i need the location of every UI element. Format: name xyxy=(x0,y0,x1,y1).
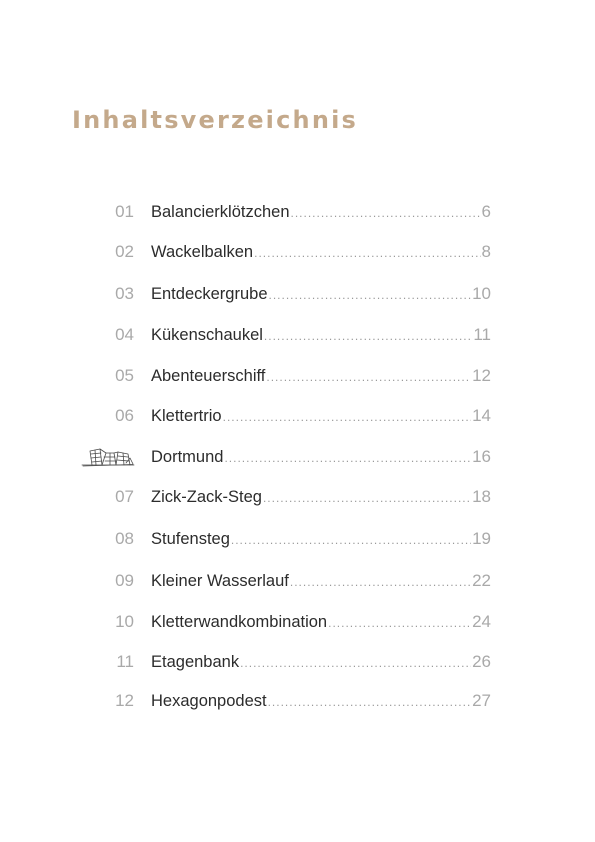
toc-entry[interactable] xyxy=(0,609,595,635)
toc-entry-number: 02 xyxy=(115,242,134,261)
toc-dot-leader xyxy=(231,527,471,553)
toc-entry-page: 24 xyxy=(472,612,491,631)
toc-entry[interactable] xyxy=(0,526,595,552)
toc-entry-number: 08 xyxy=(115,529,134,548)
toc-dot-leader xyxy=(223,404,471,430)
toc-entry-label: Hexagonpodest xyxy=(151,692,267,710)
toc-entry[interactable] xyxy=(0,568,595,594)
toc-entry-label: Etagenbank xyxy=(151,653,240,671)
toc-entry-label: Stufensteg xyxy=(151,530,230,548)
toc-entry-number: 04 xyxy=(115,325,134,344)
toc-entry-label: Balancierklötzchen xyxy=(151,203,290,221)
toc-dot-leader xyxy=(264,323,472,349)
climbing-frame-sketch-icon xyxy=(80,445,136,471)
toc-entry-number: 10 xyxy=(115,612,134,631)
toc-entry[interactable] xyxy=(0,444,595,470)
toc-entry-label: Kükenschaukel xyxy=(151,326,263,344)
toc-entry-label: Klettertrio xyxy=(151,407,222,425)
toc-dot-leader xyxy=(269,282,472,308)
toc-dot-leader xyxy=(263,485,471,511)
toc-entry-page: 8 xyxy=(481,242,491,261)
toc-entry[interactable] xyxy=(0,403,595,429)
page-title: Inhaltsverzeichnis xyxy=(72,106,359,134)
toc-entry-page: 12 xyxy=(472,366,491,385)
toc-entry-label: Abenteuerschiff xyxy=(151,367,266,385)
toc-entry-label: Kleiner Wasserlauf xyxy=(151,572,289,590)
toc-entry-label: Entdeckergrube xyxy=(151,285,268,303)
toc-entry-number: 05 xyxy=(115,366,134,385)
toc-entry-label: Dortmund xyxy=(151,448,224,466)
toc-entry-page: 14 xyxy=(472,406,491,425)
toc-entry-number: 07 xyxy=(115,487,134,506)
toc-entry-label: Kletterwandkombination xyxy=(151,613,328,631)
toc-entry[interactable] xyxy=(0,281,595,307)
toc-entry-label: Zick-Zack-Steg xyxy=(151,488,262,506)
toc-entry[interactable] xyxy=(0,649,595,675)
toc-dot-leader xyxy=(240,650,471,676)
toc-entry-number: 09 xyxy=(115,571,134,590)
toc-entry-page: 26 xyxy=(472,652,491,671)
toc-entry-page: 6 xyxy=(481,202,491,221)
toc-dot-leader xyxy=(268,689,471,715)
toc-entry-page: 16 xyxy=(472,447,491,466)
toc-entry-page: 22 xyxy=(472,571,491,590)
toc-entry-page: 11 xyxy=(473,325,491,344)
toc-entry-number: 03 xyxy=(115,284,134,303)
toc-entry[interactable] xyxy=(0,239,595,265)
toc-entry[interactable] xyxy=(0,363,595,389)
toc-entry-number: 12 xyxy=(115,691,134,710)
toc-entry-label: Wackelbalken xyxy=(151,243,254,261)
toc-entry-number: 11 xyxy=(116,652,134,671)
toc-dot-leader xyxy=(328,610,471,636)
toc-entry-number: 06 xyxy=(115,406,134,425)
toc-dot-leader xyxy=(290,569,471,595)
toc-entry-page: 27 xyxy=(472,691,491,710)
toc-dot-leader xyxy=(254,240,480,266)
toc-dot-leader xyxy=(266,364,471,390)
toc-entry[interactable] xyxy=(0,484,595,510)
toc-dot-leader xyxy=(224,445,471,471)
toc-entry[interactable] xyxy=(0,322,595,348)
toc-entry[interactable] xyxy=(0,688,595,714)
toc-entry-page: 18 xyxy=(472,487,491,506)
toc-entry[interactable] xyxy=(0,199,595,225)
toc-entry-number: 01 xyxy=(115,202,134,221)
toc-entry-page: 10 xyxy=(472,284,491,303)
toc-entry-page: 19 xyxy=(472,529,491,548)
toc-dot-leader xyxy=(291,200,481,226)
